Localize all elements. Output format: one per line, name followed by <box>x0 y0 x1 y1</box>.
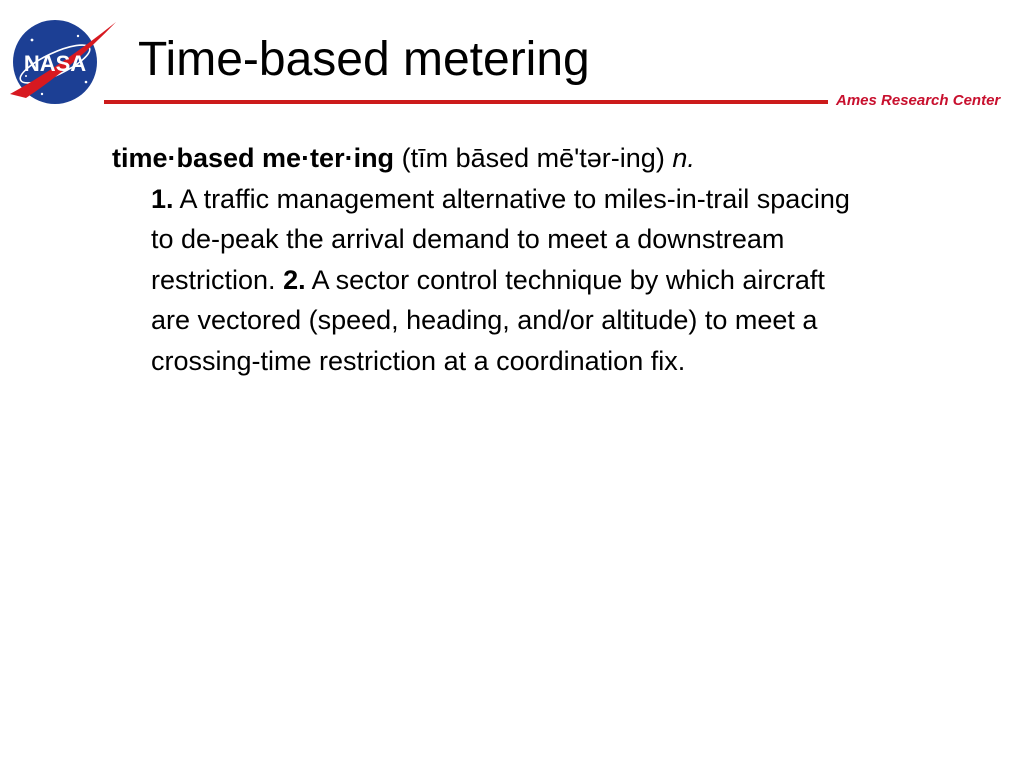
slide-title: Time-based metering <box>138 33 590 86</box>
headword: time·based me·ter·ing <box>112 143 395 173</box>
pronunciation: (tīm bāsed mē'tər-ing) <box>401 143 665 173</box>
nasa-logo <box>8 16 118 104</box>
organization-name: Ames Research Center <box>836 92 1001 109</box>
sense-2-text: A sector control technique by which aircraft are vectored (speed, heading, and/or altitude) to meet a crossing-time restriction at a coordination fix. <box>151 264 825 376</box>
nasa-logo-text: NASA <box>23 51 87 76</box>
header-divider <box>104 100 828 104</box>
definition-senses <box>112 179 856 382</box>
definition-heading <box>112 138 872 179</box>
definition-block <box>112 138 872 381</box>
sense-1-text: A traffic management alternative to miles-in-trail spacing to de-peak the arrival demand to meet a downstream restriction. <box>151 183 850 295</box>
sense-2-number: 2. <box>283 264 306 295</box>
sense-1-number: 1. <box>151 183 174 214</box>
part-of-speech: n. <box>672 143 695 173</box>
